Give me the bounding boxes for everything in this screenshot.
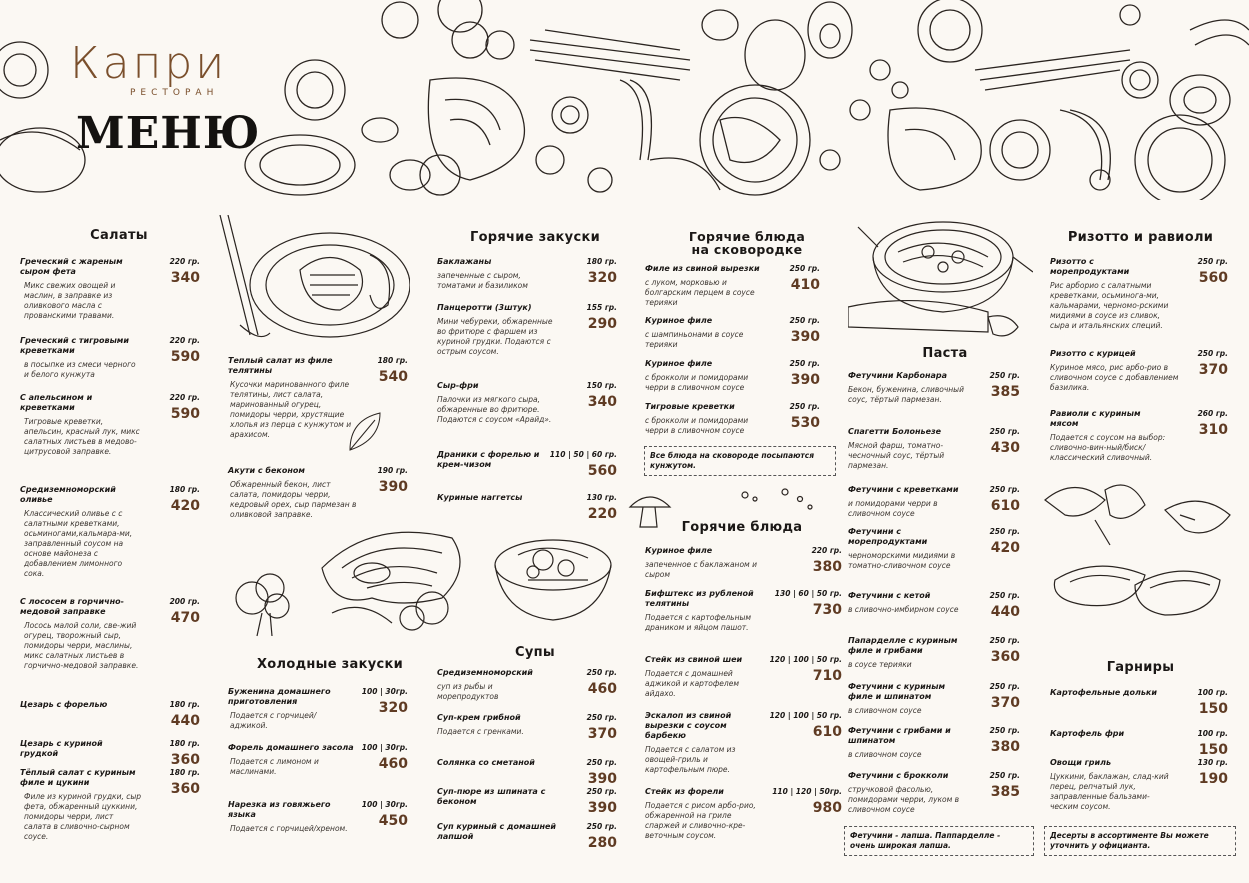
menu-item-name: Куриное филе bbox=[645, 359, 713, 368]
menu-item-description: Подается с салатом из овощей-гриль и картофельным пюре. bbox=[645, 745, 736, 774]
section-title-hot-snacks: Горячие закуски bbox=[469, 230, 600, 245]
menu-item-name: Фетучини Карбонара bbox=[848, 371, 948, 380]
menu-item-price: 560 bbox=[1198, 270, 1228, 286]
menu-item-description: с брокколи и помидорами черри в сливочном соусе bbox=[645, 416, 749, 435]
menu-item-weight: 250 гр. bbox=[586, 758, 617, 767]
menu-item-price: 460 bbox=[378, 756, 408, 772]
menu-item-description: Подается с горчицей/аджикой. bbox=[230, 711, 317, 730]
menu-item-price: 290 bbox=[587, 316, 617, 332]
menu-item bbox=[1050, 729, 1228, 758]
menu-item-name: Форель домашнего засола bbox=[228, 743, 354, 752]
menu-item-weight: 120 | 100 | 50 гр. bbox=[769, 655, 842, 664]
menu-item bbox=[437, 822, 617, 851]
menu-item bbox=[437, 381, 617, 425]
salmon-illustration bbox=[222, 518, 472, 642]
menu-item bbox=[848, 591, 1020, 620]
menu-item-description: Классический оливье с с салатными креветками, осьминогами,кальмара-ми, заправленный соусом на основе майонеза с добавлением лимонного сока. bbox=[24, 509, 133, 578]
menu-item-description: Кусочки маринованного филе телятины, лист салата, маринованный огурец, помидоры черри, хрустящие хлопья из перца с кунжутом и арахисом. bbox=[230, 380, 352, 439]
menu-item bbox=[20, 739, 200, 768]
menu-item bbox=[437, 787, 617, 816]
menu-item-weight: 220 гр. bbox=[169, 336, 200, 345]
menu-item-name: Фетучини с брокколи bbox=[848, 771, 949, 780]
menu-item-weight: 150 гр. bbox=[586, 381, 617, 390]
hot-dishes-column bbox=[642, 520, 842, 535]
menu-item-price: 385 bbox=[990, 384, 1020, 400]
menu-item bbox=[848, 485, 1020, 519]
menu-item bbox=[228, 466, 408, 520]
menu-item-description: черноморскими мидиями в томатно-сливочном соусе bbox=[848, 551, 956, 570]
menu-item-weight: 130 гр. bbox=[1197, 758, 1228, 767]
restaurant-logo bbox=[70, 38, 228, 98]
menu-item-description: запеченное с баклажаном и сыром bbox=[645, 560, 757, 579]
menu-item-description: Подается с горчицей/хреном. bbox=[230, 824, 348, 833]
menu-item-description: Филе из куриной грудки, сыр фета, обжаренный цуккини, помидоры черри, лист салата в сливочно-сырном соусе. bbox=[24, 792, 142, 841]
menu-item bbox=[645, 787, 842, 841]
menu-item-price: 360 bbox=[170, 752, 200, 768]
menu-item bbox=[645, 655, 842, 699]
menu-item bbox=[437, 668, 617, 702]
menu-item bbox=[228, 687, 408, 731]
menu-item-price: 370 bbox=[587, 726, 617, 742]
menu-item-weight: 250 гр. bbox=[989, 371, 1020, 380]
menu-item-price: 410 bbox=[790, 277, 820, 293]
menu-item-weight: 260 гр. bbox=[1197, 409, 1228, 418]
menu-item-weight: 220 гр. bbox=[811, 546, 842, 555]
menu-item bbox=[645, 546, 842, 580]
menu-item-price: 710 bbox=[812, 668, 842, 684]
section-title-sides: Гарниры bbox=[1106, 660, 1175, 675]
pasta-pan-illustration bbox=[848, 212, 1033, 346]
menu-item-name: Греческий с жареным сыром фета bbox=[20, 257, 123, 276]
section-title-pan: Горячие блюда на сковородке bbox=[688, 229, 806, 257]
menu-item bbox=[1050, 257, 1228, 331]
menu-item-description: Подается с соусом на выбор: сливочно-вин-ный/биск/классический сливочный. bbox=[1050, 433, 1166, 462]
menu-item-description: Тигровые креветки, апельсин, красный лук, микс салатных листьев в медово-цитрусовой заправке. bbox=[24, 417, 140, 456]
section-title-hot: Горячие блюда bbox=[681, 520, 803, 535]
menu-item-name: Цезарь с форелью bbox=[20, 700, 108, 709]
menu-item-name: Акути с беконом bbox=[228, 466, 305, 475]
menu-item-price: 380 bbox=[812, 559, 842, 575]
menu-item-price: 310 bbox=[1198, 422, 1228, 438]
menu-item-name: Цезарь с куриной грудкой bbox=[20, 739, 103, 758]
menu-item-name: Бифштекс из рубленой телятины bbox=[645, 589, 754, 608]
menu-item bbox=[20, 257, 200, 321]
menu-item-weight: 250 гр. bbox=[586, 822, 617, 831]
menu-item-weight: 250 гр. bbox=[586, 668, 617, 677]
menu-item-weight: 250 гр. bbox=[989, 726, 1020, 735]
leaf-illustration bbox=[345, 410, 385, 459]
menu-item-weight: 180 гр. bbox=[586, 257, 617, 266]
menu-item-weight: 130 гр. bbox=[586, 493, 617, 502]
menu-item-weight: 100 | 30гр. bbox=[361, 743, 408, 752]
menu-item-name: Филе из свиной вырезки bbox=[645, 264, 760, 273]
menu-item bbox=[848, 726, 1020, 760]
menu-item-description: Куриное мясо, рис арбо-рио в сливочном соусе с добавлением базилика. bbox=[1050, 363, 1179, 392]
menu-item-name: Сыр-фри bbox=[437, 381, 479, 390]
menu-item bbox=[848, 682, 1020, 716]
menu-item-weight: 100 | 30гр. bbox=[361, 687, 408, 696]
menu-item-name: Тигровые креветки bbox=[645, 402, 735, 411]
menu-item-weight: 250 гр. bbox=[789, 264, 820, 273]
menu-item-weight: 250 гр. bbox=[586, 713, 617, 722]
menu-item-weight: 155 гр. bbox=[586, 303, 617, 312]
section-title-salads: Салаты bbox=[90, 228, 148, 243]
menu-item-name: Суп-пюре из шпината с беконом bbox=[437, 787, 546, 806]
menu-item-price: 280 bbox=[587, 835, 617, 851]
menu-item-price: 440 bbox=[170, 713, 200, 729]
menu-item bbox=[645, 264, 820, 308]
menu-item bbox=[848, 527, 1020, 571]
menu-item-name: Куриные наггетсы bbox=[437, 493, 523, 502]
menu-item-name: Буженина домашнего приготовления bbox=[228, 687, 331, 706]
menu-item bbox=[848, 636, 1020, 670]
menu-item-description: Мясной фарш, томатно-чесночный соус, тёртый пармезан. bbox=[848, 441, 945, 470]
menu-item-weight: 180 гр. bbox=[169, 739, 200, 748]
menu-item-description: Мини чебуреки, обжаренные во фритюре с фаршем из куриной грудки. Подаются с острым соусом. bbox=[437, 317, 553, 356]
menu-item-name: Куриное филе bbox=[645, 316, 713, 325]
menu-item bbox=[1050, 409, 1228, 463]
sides-column bbox=[1048, 660, 1233, 675]
menu-item-weight: 250 гр. bbox=[989, 527, 1020, 536]
menu-item-weight: 100 | 30гр. bbox=[361, 800, 408, 809]
oysters-pasta-illustration bbox=[1035, 470, 1240, 654]
menu-item-weight: 220 гр. bbox=[169, 393, 200, 402]
menu-item-price: 380 bbox=[990, 739, 1020, 755]
menu-item-weight: 250 гр. bbox=[1197, 257, 1228, 266]
menu-item-price: 340 bbox=[587, 394, 617, 410]
menu-item-description: стручковой фасолью, помидорами черри, луком в сливочном соусе bbox=[848, 785, 960, 814]
section-title-cold: Холодные закуски bbox=[256, 657, 404, 672]
pan-dishes-column bbox=[642, 230, 842, 256]
menu-item-name: Равиоли с куриным мясом bbox=[1050, 409, 1141, 428]
section-title-soups: Супы bbox=[515, 645, 555, 660]
menu-item-description: с луком, морковью и болгарским перцем в соусе терияки bbox=[645, 278, 755, 307]
menu-item bbox=[848, 771, 1020, 815]
menu-item-weight: 100 гр. bbox=[1197, 729, 1228, 738]
menu-item-name: Фетучини с креветками bbox=[848, 485, 959, 494]
menu-item-description: в сливочном соусе bbox=[848, 706, 922, 715]
menu-item-name: Стейк из свиной шеи bbox=[645, 655, 743, 664]
menu-item-name: Куриное филе bbox=[645, 546, 713, 555]
menu-item-price: 440 bbox=[990, 604, 1020, 620]
menu-item-weight: 180 гр. bbox=[377, 356, 408, 365]
menu-item-name: Фетучини с куриным филе и шпинатом bbox=[848, 682, 946, 701]
menu-item-description: Подается с лимоном и маслинами. bbox=[230, 757, 319, 776]
menu-item bbox=[228, 743, 408, 777]
soups-column bbox=[430, 645, 640, 660]
menu-item bbox=[848, 371, 1020, 405]
menu-item-name: Солянка со сметаной bbox=[437, 758, 535, 767]
menu-item-description: в сливочном соусе bbox=[848, 750, 922, 759]
menu-item-price: 320 bbox=[378, 700, 408, 716]
menu-item-price: 390 bbox=[587, 800, 617, 816]
menu-item bbox=[20, 336, 200, 380]
menu-item-weight: 250 гр. bbox=[989, 771, 1020, 780]
menu-item-description: в посыпке из смеси черного и белого кунжута bbox=[24, 360, 136, 379]
menu-item bbox=[1050, 688, 1228, 717]
menu-item bbox=[437, 758, 617, 787]
menu-item bbox=[20, 485, 200, 579]
desserts-note: Десерты в ассортименте Вы можете уточнить у официанта. bbox=[1044, 826, 1236, 856]
menu-item-name: Драники с форелью и крем-чизом bbox=[437, 450, 540, 469]
menu-item-price: 610 bbox=[812, 724, 842, 740]
menu-item-weight: 250 гр. bbox=[989, 427, 1020, 436]
menu-item bbox=[1050, 349, 1228, 393]
menu-item-price: 390 bbox=[790, 329, 820, 345]
menu-item-name: Фетучини с морепродуктами bbox=[848, 527, 928, 546]
menu-item-price: 980 bbox=[812, 800, 842, 816]
menu-item bbox=[1050, 758, 1228, 812]
menu-item-name: Суп куриный с домашней лапшой bbox=[437, 822, 557, 841]
menu-item-price: 390 bbox=[790, 372, 820, 388]
menu-item-description: в соусе терияки bbox=[848, 660, 912, 669]
menu-item-weight: 250 гр. bbox=[1197, 349, 1228, 358]
menu-item-weight: 220 гр. bbox=[169, 257, 200, 266]
menu-item-description: Бекон, буженина, сливочный соус, тёртый пармезан. bbox=[848, 385, 964, 404]
menu-item-price: 730 bbox=[812, 602, 842, 618]
section-title-risotto: Ризотто и равиоли bbox=[1067, 230, 1214, 245]
menu-item-name: Спагетти Болоньезе bbox=[848, 427, 942, 436]
header-banner bbox=[0, 0, 1249, 200]
menu-item-price: 450 bbox=[378, 813, 408, 829]
risotto-column bbox=[1048, 230, 1233, 245]
menu-item-name: Тёплый салат с куриным филе и цукини bbox=[20, 768, 136, 787]
menu-item-weight: 130 | 60 | 50 гр. bbox=[774, 589, 842, 598]
menu-item-price: 360 bbox=[990, 649, 1020, 665]
menu-item-price: 150 bbox=[1198, 701, 1228, 717]
menu-item bbox=[437, 493, 617, 522]
menu-item bbox=[645, 711, 842, 775]
menu-item-description: Подается с гренками. bbox=[437, 727, 524, 736]
menu-item-price: 560 bbox=[587, 463, 617, 479]
menu-item-name: Панцеротти (3штук) bbox=[437, 303, 532, 312]
menu-item bbox=[20, 393, 200, 457]
menu-item-weight: 180 гр. bbox=[169, 768, 200, 777]
menu-item-price: 370 bbox=[1198, 362, 1228, 378]
menu-item-price: 390 bbox=[378, 479, 408, 495]
menu-item-name: Картофель фри bbox=[1050, 729, 1125, 738]
menu-item-weight: 110 | 50 | 60 гр. bbox=[549, 450, 617, 459]
menu-item-price: 220 bbox=[587, 506, 617, 522]
menu-item-weight: 180 гр. bbox=[169, 700, 200, 709]
menu-item-weight: 200 гр. bbox=[169, 597, 200, 606]
menu-item-name: Баклажаны bbox=[437, 257, 492, 266]
food-sketch-illustration bbox=[0, 0, 1249, 200]
menu-item-price: 390 bbox=[587, 771, 617, 787]
menu-item-name: С лососем в горчично-медовой заправке bbox=[20, 597, 124, 616]
menu-item-price: 385 bbox=[990, 784, 1020, 800]
menu-item-price: 460 bbox=[587, 681, 617, 697]
menu-item-price: 150 bbox=[1198, 742, 1228, 758]
menu-item bbox=[437, 257, 617, 291]
menu-item bbox=[645, 359, 820, 393]
menu-item-name: Фетучини с кетой bbox=[848, 591, 931, 600]
menu-item-weight: 100 гр. bbox=[1197, 688, 1228, 697]
menu-item-weight: 250 гр. bbox=[989, 636, 1020, 645]
menu-item-price: 420 bbox=[170, 498, 200, 514]
cold-snacks-column bbox=[225, 657, 435, 672]
menu-item-price: 340 bbox=[170, 270, 200, 286]
menu-item-description: Подается с домашней аджикой и картофелем айдахо. bbox=[645, 669, 739, 698]
menu-item-price: 370 bbox=[990, 695, 1020, 711]
menu-item-weight: 250 гр. bbox=[789, 359, 820, 368]
menu-item-price: 540 bbox=[378, 369, 408, 385]
menu-item-description: Микс свежих овощей и маслин, в заправке из оливкового масла с прованскими травами. bbox=[24, 281, 116, 320]
hot-snacks-column bbox=[430, 230, 640, 245]
menu-item-name: Нарезка из говяжьего языка bbox=[228, 800, 331, 819]
salads-column bbox=[18, 228, 200, 243]
menu-item-weight: 110 | 120 | 50гр. bbox=[772, 787, 842, 796]
menu-item bbox=[645, 316, 820, 350]
menu-item-name: Эскалоп из свиной вырезки с соусом барбекю bbox=[645, 711, 732, 740]
menu-item bbox=[20, 597, 200, 671]
menu-item bbox=[645, 589, 842, 633]
menu-item-price: 430 bbox=[990, 440, 1020, 456]
steak-plate-illustration bbox=[210, 215, 410, 349]
menu-item-description: Подается с картофельным драником и яйцом пашот. bbox=[645, 613, 752, 632]
menu-item-description: и помидорами черри в сливочном соусе bbox=[848, 499, 938, 518]
menu-item-weight: 180 гр. bbox=[169, 485, 200, 494]
menu-item-weight: 250 гр. bbox=[586, 787, 617, 796]
menu-item-price: 320 bbox=[587, 270, 617, 286]
menu-item-weight: 120 | 100 | 50 гр. bbox=[769, 711, 842, 720]
menu-item-price: 190 bbox=[1198, 771, 1228, 787]
menu-item-description: запеченные с сыром, томатами и базиликом bbox=[437, 271, 528, 290]
menu-item-weight: 250 гр. bbox=[789, 402, 820, 411]
menu-item-weight: 250 гр. bbox=[989, 591, 1020, 600]
menu-item bbox=[848, 427, 1020, 471]
menu-item-name: Ризотто с морепродуктами bbox=[1050, 257, 1130, 276]
menu-item-weight: 250 гр. bbox=[989, 485, 1020, 494]
menu-item-name: Стейк из форели bbox=[645, 787, 724, 796]
menu-item bbox=[437, 303, 617, 357]
pasta-column bbox=[845, 346, 1045, 361]
logo-name: Капри bbox=[70, 38, 228, 89]
menu-item bbox=[228, 800, 408, 834]
logo-subtitle: РЕСТОРАН bbox=[130, 88, 219, 98]
menu-item-name: Овощи гриль bbox=[1050, 758, 1112, 767]
menu-item-price: 590 bbox=[170, 349, 200, 365]
menu-item-name: Фетучини с грибами и шпинатом bbox=[848, 726, 951, 745]
menu-item-description: Лосось малой соли, све-жий огурец, творожный сыр, помидоры черри, маслины, микс салатных листьев в горчично-медовой заправке. bbox=[24, 621, 139, 670]
menu-item-weight: 250 гр. bbox=[789, 316, 820, 325]
menu-item bbox=[437, 713, 617, 742]
menu-item-description: Подается с рисом арбо-рио, обжаренной на гриле спаржей и сливочно-кре-веточным соусом. bbox=[645, 801, 756, 840]
menu-item bbox=[20, 700, 200, 729]
section-title-pasta: Паста bbox=[922, 346, 968, 361]
menu-item-description: Рис арборио с салатными креветками, осьминога-ми, кальмарами, черномо-рскими мидиями в соусе из сливок, сыра и итальянских специй. bbox=[1050, 281, 1169, 330]
menu-item-name: С апельсином и креветками bbox=[20, 393, 93, 412]
menu-item-description: с брокколи и помидорами черри в сливочном соусе bbox=[645, 373, 749, 392]
menu-item-weight: 250 гр. bbox=[989, 682, 1020, 691]
menu-item-name: Теплый салат из филе телятины bbox=[228, 356, 333, 375]
menu-item-description: суп из рыбы и морепродуктов bbox=[437, 682, 499, 701]
pan-note: Все блюда на сковороде посыпаются кунжутом. bbox=[644, 446, 836, 476]
menu-item-name: Средиземноморский bbox=[437, 668, 533, 677]
menu-item-name: Суп-крем грибной bbox=[437, 713, 521, 722]
soup-bowl-illustration bbox=[488, 520, 618, 634]
menu-item-description: Обжаренный бекон, лист салата, помидоры черри, кедровый орех, сыр пармезан в оливковой заправке. bbox=[230, 480, 357, 519]
menu-item-weight: 190 гр. bbox=[377, 466, 408, 475]
menu-item-description: Цуккини, баклажан, слад-кий перец, репчатый лук, заправленные бальзами-ческим соусом. bbox=[1050, 772, 1169, 811]
menu-item-description: Палочки из мягкого сыра, обжаренные во фритюре. Подаются с соусом «Арайд». bbox=[437, 395, 552, 424]
menu-item-name: Ризотто с курицей bbox=[1050, 349, 1136, 358]
menu-item bbox=[437, 450, 617, 479]
menu-item-price: 360 bbox=[170, 781, 200, 797]
menu-item-price: 610 bbox=[990, 498, 1020, 514]
menu-item-price: 590 bbox=[170, 406, 200, 422]
menu-item bbox=[20, 768, 200, 842]
menu-item-description: с шампиньонами в соусе терияки bbox=[645, 330, 744, 349]
menu-item-name: Греческий с тигровыми креветками bbox=[20, 336, 129, 355]
menu-item-price: 530 bbox=[790, 415, 820, 431]
pasta-note: Фетучини - лапша. Паппарделле - очень широкая лапша. bbox=[844, 826, 1034, 856]
menu-item-price: 420 bbox=[990, 540, 1020, 556]
menu-item bbox=[645, 402, 820, 436]
menu-item-description: в сливочно-имбирном соусе bbox=[848, 605, 959, 614]
menu-item-name: Картофельные дольки bbox=[1050, 688, 1157, 697]
menu-item-name: Средиземноморский оливье bbox=[20, 485, 116, 504]
menu-item-name: Папарделле с куриным филе и грибами bbox=[848, 636, 958, 655]
page-title: МЕНЮ bbox=[76, 108, 261, 159]
menu-item-price: 470 bbox=[170, 610, 200, 626]
